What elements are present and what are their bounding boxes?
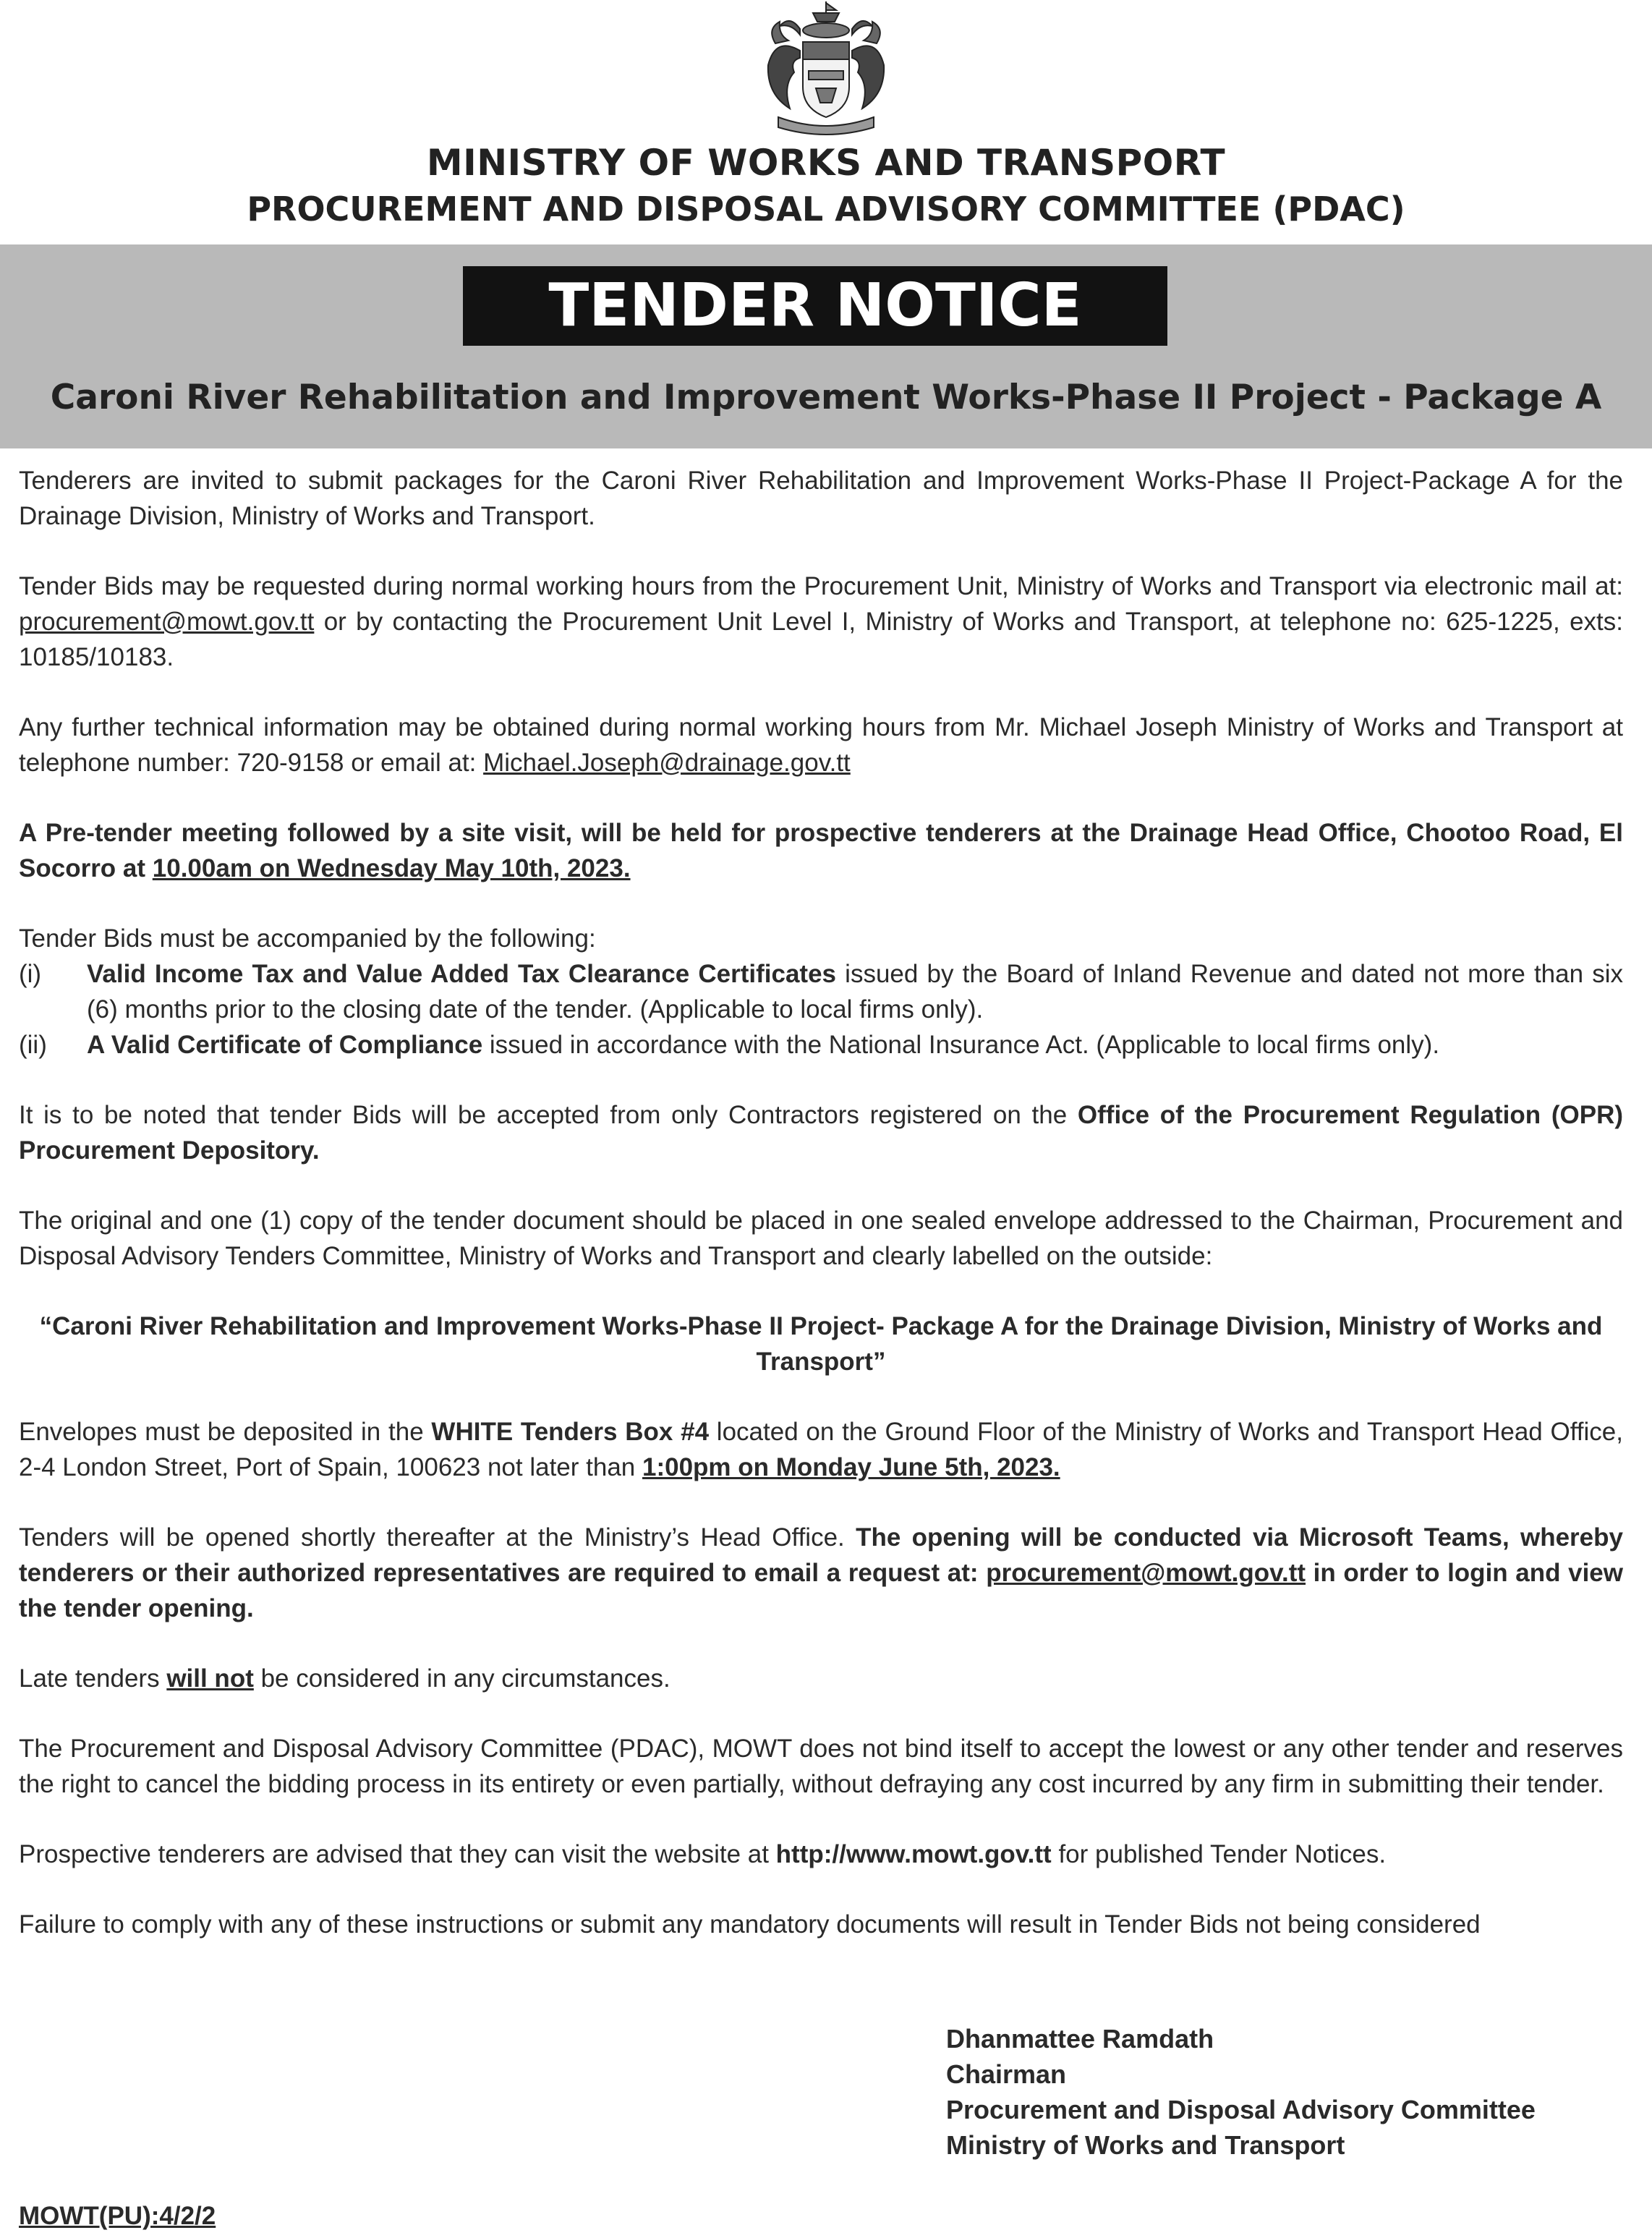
- text: located on the Ground Floor of the Ministry of Works and Transport Head Office, 2-4 London Street, Port of Spain, 100623 not later than: [19, 1418, 1624, 1481]
- technical-email-link[interactable]: Michael.Joseph@drainage.gov.tt: [483, 749, 851, 777]
- tender-notice-title: TENDER NOTICE: [463, 266, 1167, 346]
- ministry-heading: MINISTRY OF WORKS AND TRANSPORT: [426, 142, 1226, 184]
- paragraph-late-tenders: [19, 1661, 1623, 1696]
- text: It is to be noted that tender Bids will be accepted from only Contractors registered on the: [19, 1101, 1078, 1129]
- list-text: [87, 1027, 1623, 1063]
- reference-code: MOWT(PU):4/2/2: [19, 2202, 216, 2230]
- signatory-title: Chairman: [946, 2059, 1067, 2089]
- signatory-committee: Procurement and Disposal Advisory Committee: [946, 2095, 1536, 2124]
- text: Office of the Procurement Regulation (OPR) Procurement Depository.: [19, 1101, 1623, 1165]
- coat-of-arms-icon: [746, 0, 906, 137]
- text: The Procurement and Disposal Advisory Committee (PDAC), MOWT does not bind itself to accept the lowest or any other tender and reserves the right to cancel the bidding process in its entirety or even partially, without defraying any cost incurred by any firm in submitting their tender.: [19, 1735, 1623, 1798]
- text: A Valid Certificate of Compliance: [87, 1031, 483, 1059]
- text: Late tenders: [19, 1664, 167, 1693]
- paragraph-envelope: [19, 1203, 1623, 1274]
- committee-heading: PROCUREMENT AND DISPOSAL ADVISORY COMMITTEE (PDAC): [247, 190, 1405, 229]
- text: Tender Bids may be requested during normal working hours from the Procurement Unit, Ministry of Works and Transport via electronic mail at:: [19, 572, 1623, 600]
- text: Failure to comply with any of these instructions or submit any mandatory documents will result in Tender Bids not being considered: [19, 1910, 1481, 1939]
- deadline: 1:00pm on Monday June 5th, 2023.: [642, 1453, 1060, 1481]
- text: Valid Income Tax and Value Added Tax Clearance Certificates: [87, 960, 837, 988]
- signatory-ministry: Ministry of Works and Transport: [946, 2130, 1345, 2160]
- list-item: [19, 956, 1623, 1027]
- text: Any further technical information may be obtained during normal working hours from Mr. Michael Joseph Ministry of Works and Transport at telephone number: 720-9158 or email at:: [19, 713, 1623, 777]
- project-title: Caroni River Rehabilitation and Improvement Works-Phase II Project - Package A: [50, 378, 1602, 417]
- list-number: (ii): [19, 1031, 47, 1059]
- meeting-date: 10.00am on Wednesday May 10th, 2023.: [152, 854, 631, 882]
- envelope-label-quote: [19, 1309, 1623, 1379]
- notice-body: [19, 463, 1623, 1977]
- text: A Pre-tender meeting followed by a site visit, will be held for prospective tenderers at the Drainage Head Office, Chootoo Road, El Socorro at: [19, 819, 1623, 882]
- procurement-email-link[interactable]: procurement@mowt.gov.tt: [19, 608, 315, 636]
- paragraph-disclaimer: [19, 1731, 1623, 1802]
- text: be considered in any circumstances.: [253, 1664, 670, 1693]
- paragraph-registration: [19, 1097, 1623, 1168]
- procurement-email-link[interactable]: procurement@mowt.gov.tt: [986, 1559, 1306, 1587]
- text: The original and one (1) copy of the tender document should be placed in one sealed envelope addressed to the Chairman, Procurement and Disposal Advisory Tenders Committee, Ministry of Works and Transport and clearly labelled on the outside:: [19, 1207, 1623, 1270]
- paragraph-technical-info: [19, 710, 1623, 780]
- paragraph-invitation: [19, 463, 1623, 534]
- paragraph-compliance: [19, 1907, 1623, 1942]
- paragraph-request: [19, 569, 1623, 675]
- requirements-list: [19, 921, 1623, 1063]
- list-item: [19, 1027, 1623, 1063]
- text: in order to login and view the tender opening.: [19, 1559, 1623, 1622]
- text: Tenders will be opened shortly thereafter at the Ministry’s Head Office.: [19, 1523, 856, 1552]
- paragraph-pre-tender-meeting: [19, 815, 1623, 886]
- text: The opening will be conducted via Microsoft Teams, whereby tenderers or their authorized representatives are required to email a request at:: [19, 1523, 1623, 1587]
- text: Tenderers are invited to submit packages for the Caroni River Rehabilitation and Improvement Works-Phase II Project-Package A for the Drainage Division, Ministry of Works and Transport.: [19, 467, 1623, 530]
- paragraph-website: [19, 1837, 1623, 1872]
- website-link[interactable]: http://www.mowt.gov.tt: [775, 1840, 1052, 1868]
- paragraph-deposit: [19, 1414, 1623, 1485]
- paragraph-opening: [19, 1520, 1623, 1626]
- text: Prospective tenderers are advised that they can visit the website at: [19, 1840, 776, 1868]
- text: issued in accordance with the National Insurance Act. (Applicable to local firms only).: [482, 1031, 1440, 1059]
- list-number: (i): [19, 960, 42, 988]
- text: Envelopes must be deposited in the: [19, 1418, 432, 1446]
- text: WHITE Tenders Box #4: [431, 1418, 710, 1446]
- list-intro: Tender Bids must be accompanied by the following:: [19, 924, 596, 953]
- text: for published Tender Notices.: [1051, 1840, 1387, 1868]
- text: issued by the Board of Inland Revenue and dated not more than six (6) months prior to the closing date of the tender. (Applicable to local firms only).: [87, 960, 1623, 1024]
- signatory-name: Dhanmattee Ramdath: [946, 2024, 1214, 2054]
- signature-block: [946, 2021, 1536, 2163]
- text: will not: [166, 1664, 254, 1693]
- text: “Caroni River Rehabilitation and Improvement Works-Phase II Project- Package A for the Drainage Division, Ministry of Works and Transport”: [39, 1312, 1603, 1376]
- list-text: [87, 956, 1623, 1027]
- text: or by contacting the Procurement Unit Level I, Ministry of Works and Transport, at telephone no: 625-1225, exts: 10185/10183.: [19, 608, 1623, 671]
